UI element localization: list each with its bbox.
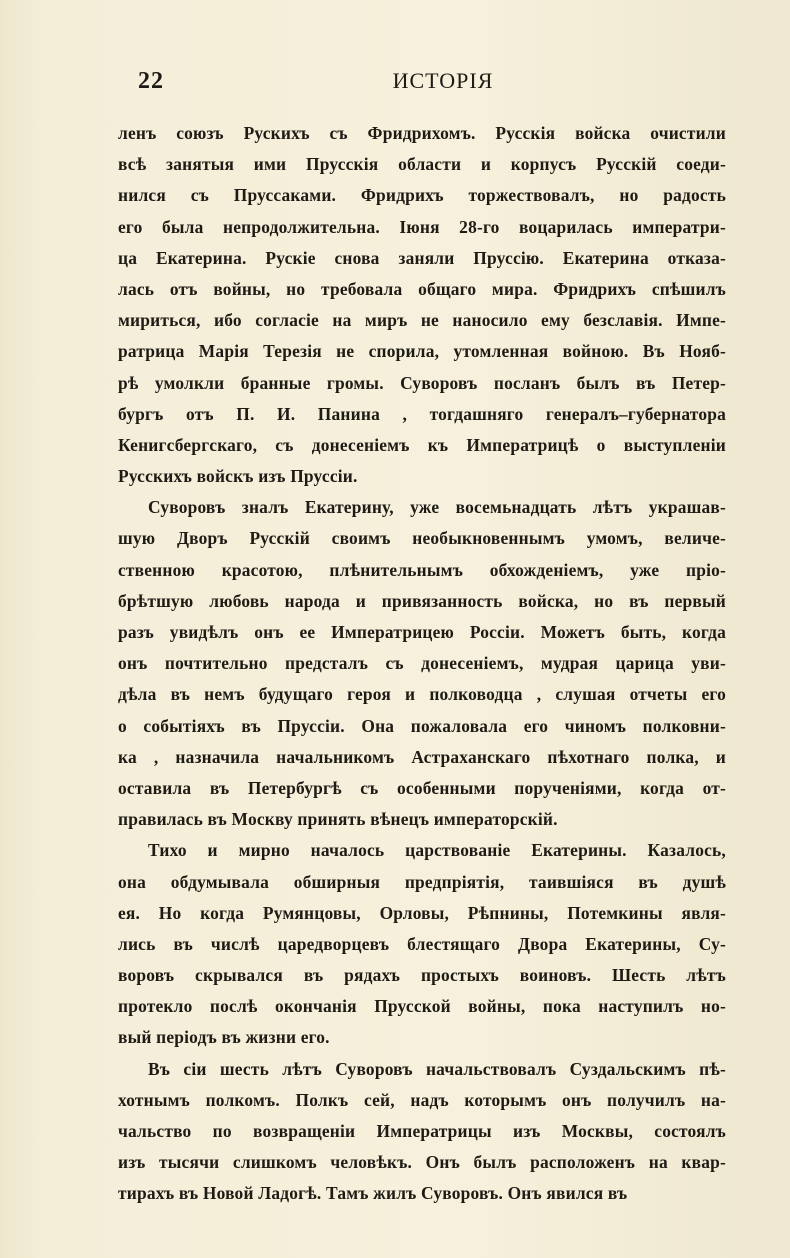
text-line: оставила въ Петербургѣ съ особенными порученіями, когда от-	[118, 777, 726, 798]
text-line: шую Дворъ Русскій своимъ необыкновеннымъ умомъ, величе-	[118, 528, 726, 549]
body-text	[118, 118, 726, 1210]
text-line: брѣтшую любовь народа и привязанность войска, но въ первый	[118, 590, 726, 611]
text-line: протекло послѣ окончанія Прусской войны, пока наступилъ но-	[118, 996, 726, 1017]
text-line: ка , назначила начальникомъ Астраханскаго пѣхотнаго полка, и	[118, 746, 726, 767]
running-title: ИСТОРІЯ	[392, 68, 494, 93]
text-line: мириться, ибо согласіе на миръ не наносило ему безславія. Импе-	[118, 310, 726, 331]
page-header	[138, 68, 728, 100]
text-line: его была непродолжительна. Іюня 28-го воцарилась императри-	[118, 216, 726, 237]
text-line: тирахъ въ Новой Ладогѣ. Тамъ жилъ Суворовъ. Онъ явился въ	[118, 1183, 628, 1204]
text-line: нился съ Пруссаками. Фридрихъ торжествовалъ, но радость	[118, 185, 726, 206]
page-number: 22	[138, 68, 164, 94]
text-line: правилась въ Москву принять вѣнецъ императорскій.	[118, 809, 558, 830]
paragraph	[118, 1054, 726, 1210]
text-line: Русскихъ войскъ изъ Пруссіи.	[118, 466, 358, 487]
text-line: вый періодъ въ жизни его.	[118, 1027, 330, 1048]
text-line: о событіяхъ въ Пруссіи. Она пожаловала его чиномъ полковни-	[118, 715, 726, 736]
text-line: дѣла въ немъ будущаго героя и полководца , слушая отчеты его	[118, 684, 726, 705]
text-line: хотнымъ полкомъ. Полкъ сей, надъ которымъ онъ получилъ на-	[118, 1089, 726, 1110]
text-line: ленъ союзъ Рускихъ съ Фридрихомъ. Русскія войска очистили	[118, 123, 726, 143]
text-line: Въ сіи шесть лѣтъ Суворовъ начальствовалъ Суздальскимъ пѣ-	[148, 1058, 726, 1079]
text-line: разъ увидѣлъ онъ ее Императрицею Россіи. Можетъ быть, когда	[118, 622, 726, 642]
text-line: она обдумывала обширныя предпріятія, таившіяся въ душѣ	[118, 871, 726, 892]
text-line: ца Екатерина. Рускіе снова заняли Пруссію. Екатерина отказа-	[118, 247, 726, 268]
text-line: чальство по возвращеніи Императрицы изъ Москвы, состоялъ	[118, 1121, 726, 1141]
text-line: изъ тысячи слишкомъ человѣкъ. Онъ былъ расположенъ на квар-	[118, 1152, 726, 1173]
text-line: лась отъ войны, но требовала общаго мира. Фридрихъ спѣшилъ	[118, 278, 726, 299]
text-line: лись въ числѣ царедворцевъ блестящаго Двора Екатерины, Су-	[118, 933, 726, 954]
text-line: рѣ умолкли бранные громы. Суворовъ посланъ былъ въ Петер-	[118, 372, 726, 393]
text-line: Кенигсбергскаго, съ донесеніемъ къ Императрицѣ о выступленіи	[118, 434, 726, 455]
text-line: Тихо и мирно началось царствованіе Екатерины. Казалось,	[148, 840, 726, 861]
paragraph	[118, 118, 726, 492]
text-line: ея. Но когда Румянцовы, Орловы, Рѣпнины, Потемкины явля-	[118, 902, 726, 923]
text-line: ратрица Марія Терезія не спорила, утомленная войною. Въ Нояб-	[118, 341, 726, 362]
text-line: Суворовъ зналъ Екатерину, уже восемьнадцать лѣтъ украшав-	[148, 497, 726, 518]
paragraph	[118, 835, 726, 1053]
text-line: всѣ занятыя ими Прусскія области и корпусъ Русскій соеди-	[118, 154, 726, 175]
text-line: ственною красотою, плѣнительнымъ обхожденіемъ, уже пріо-	[118, 559, 726, 580]
paragraph	[118, 492, 726, 835]
text-line: бургъ отъ П. И. Панина , тогдашняго генералъ–губернатора	[118, 403, 726, 424]
text-line: онъ почтительно предсталъ съ донесеніемъ, мудрая царица уви-	[118, 653, 726, 674]
text-line: воровъ скрывался въ рядахъ простыхъ воиновъ. Шесть лѣтъ	[118, 965, 726, 986]
